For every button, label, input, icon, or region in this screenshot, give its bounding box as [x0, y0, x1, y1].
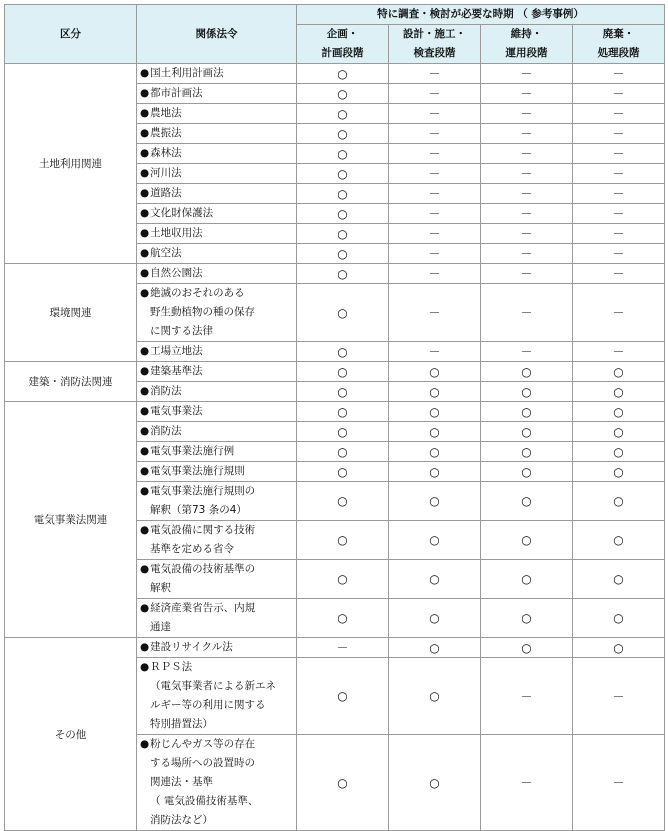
stage-mark-cell: ○ [481, 382, 573, 402]
stage-mark-cell: ○ [481, 362, 573, 382]
bullet-icon: ● [140, 167, 150, 179]
bullet-icon: ● [140, 563, 150, 575]
bullet-icon: ● [140, 127, 150, 139]
table-row [5, 64, 665, 84]
stage-mark-cell: ○ [481, 442, 573, 462]
bullet-icon: ● [140, 87, 150, 99]
stage-mark-cell: ○ [297, 521, 389, 560]
stage-mark-cell: － [389, 244, 481, 264]
law-cell [137, 224, 297, 244]
law-cell [137, 482, 297, 521]
bullet-icon: ● [140, 425, 150, 437]
bullet-icon: ● [140, 67, 150, 79]
law-cell [137, 264, 297, 284]
law-text: する場所への設置時の [150, 757, 255, 769]
law-cell [137, 638, 297, 658]
stage-mark-cell: － [573, 84, 665, 104]
law-text: 野生動植物の種の保存 [150, 306, 255, 318]
stage-mark-cell: － [389, 264, 481, 284]
stage-mark-cell: ○ [297, 204, 389, 224]
stage-mark-cell: － [573, 124, 665, 144]
stage-mark-cell: － [573, 164, 665, 184]
bullet-icon: ● [140, 445, 150, 457]
stage-mark-cell: － [573, 342, 665, 362]
page-container [4, 4, 665, 831]
law-text: 解釈（第73 条の4） [150, 504, 247, 516]
stage-mark-cell: ○ [389, 382, 481, 402]
stage-mark-cell: ○ [481, 521, 573, 560]
table-row [5, 264, 665, 284]
law-text: ルギー等の利用に関する [150, 699, 266, 711]
law-text: 解釈 [150, 582, 171, 594]
law-text: 経済産業省告示、内規 [150, 602, 256, 614]
header-category: 区分 [5, 5, 137, 64]
law-text: 農振法 [150, 127, 182, 139]
stage-mark-cell: － [389, 284, 481, 342]
law-text: 基準を定める省令 [150, 543, 234, 555]
law-text: 特別措置法） [150, 718, 213, 730]
stage-mark-cell: ○ [573, 442, 665, 462]
law-text: 自然公園法 [150, 267, 203, 279]
category-cell: 土地利用関連 [5, 64, 137, 264]
stage-mark-cell: － [481, 342, 573, 362]
stage-mark-cell: － [573, 735, 665, 831]
bullet-icon: ● [140, 524, 150, 536]
stage-mark-cell: ○ [297, 342, 389, 362]
law-cell [137, 284, 297, 342]
law-cell [137, 402, 297, 422]
stage-mark-cell: － [573, 264, 665, 284]
law-text: 国土利用計画法 [150, 67, 224, 79]
stage-mark-cell: ○ [297, 560, 389, 599]
law-cell [137, 560, 297, 599]
stage-mark-cell: － [389, 204, 481, 224]
category-cell: 建築・消防法関連 [5, 362, 137, 402]
stage-mark-cell: － [389, 184, 481, 204]
stage-mark-cell: ○ [389, 560, 481, 599]
stage-mark-cell: － [481, 184, 573, 204]
category-cell: 電気事業法関連 [5, 402, 137, 638]
law-cell [137, 599, 297, 638]
law-text: 河川法 [150, 167, 182, 179]
stage-mark-cell: ○ [481, 402, 573, 422]
stage-mark-cell: － [481, 264, 573, 284]
stage-mark-cell: － [573, 284, 665, 342]
stage-mark-cell: ○ [297, 442, 389, 462]
stage-mark-cell: － [573, 244, 665, 264]
bullet-icon: ● [140, 365, 150, 377]
law-text: に関する法律 [150, 325, 213, 337]
stage-mark-cell: － [389, 64, 481, 84]
law-text: 電気事業法施行規則の [150, 485, 256, 497]
bullet-icon: ● [140, 207, 150, 219]
stage-mark-cell: － [573, 144, 665, 164]
bullet-icon: ● [140, 465, 150, 477]
bullet-icon: ● [140, 405, 150, 417]
stage-mark-cell: － [481, 84, 573, 104]
stage-mark-cell: ○ [297, 64, 389, 84]
stage-mark-cell: － [481, 284, 573, 342]
stage-mark-cell: － [573, 64, 665, 84]
stage-mark-cell: － [481, 658, 573, 735]
stage-mark-cell: － [573, 224, 665, 244]
law-text: 建築基準法 [150, 365, 203, 377]
law-cell [137, 362, 297, 382]
law-text: 航空法 [150, 247, 182, 259]
law-cell [137, 735, 297, 831]
header-period-group: 特に調査・検討が必要な時期 （ 参考事例） [297, 5, 665, 25]
stage-mark-cell: － [481, 104, 573, 124]
stage-mark-cell: ○ [297, 362, 389, 382]
stage-mark-cell: ○ [573, 638, 665, 658]
header-stage-design: 設計・施工・ 検査段階 [389, 25, 481, 64]
stage-mark-cell: － [389, 224, 481, 244]
law-text: 絶滅のおそれのある [150, 287, 245, 299]
law-text: 農地法 [150, 107, 182, 119]
stage-mark-cell: ○ [573, 382, 665, 402]
bullet-icon: ● [140, 107, 150, 119]
stage-mark-cell: ○ [481, 560, 573, 599]
stage-mark-cell: － [573, 658, 665, 735]
bullet-icon: ● [140, 267, 150, 279]
table-row [5, 402, 665, 422]
law-text: 森林法 [150, 147, 182, 159]
law-cell [137, 164, 297, 184]
stage-mark-cell: ○ [389, 462, 481, 482]
stage-mark-cell: ○ [573, 362, 665, 382]
stage-mark-cell: ○ [389, 442, 481, 462]
stage-mark-cell: ○ [389, 402, 481, 422]
stage-mark-cell: ○ [389, 658, 481, 735]
law-cell [137, 124, 297, 144]
header-stage-planning: 企画・ 計画段階 [297, 25, 389, 64]
law-text: （電気事業者による新エネ [150, 680, 276, 692]
stage-mark-cell: － [389, 84, 481, 104]
table-header [5, 5, 665, 64]
stage-mark-cell: － [481, 164, 573, 184]
stage-mark-cell: ○ [297, 144, 389, 164]
law-text: 消防法など） [150, 814, 213, 826]
bullet-icon: ● [140, 738, 150, 750]
stage-mark-cell: ○ [573, 422, 665, 442]
law-text: 電気設備に関する技術 [150, 524, 256, 536]
law-cell [137, 84, 297, 104]
law-cell [137, 422, 297, 442]
law-text: 電気設備の技術基準の [150, 563, 256, 575]
law-text: 都市計画法 [150, 87, 203, 99]
stage-mark-cell: ○ [297, 658, 389, 735]
law-cell [137, 658, 297, 735]
stage-mark-cell: ○ [389, 735, 481, 831]
stage-mark-cell: － [481, 144, 573, 164]
bullet-icon: ● [140, 345, 150, 357]
stage-mark-cell: － [389, 164, 481, 184]
law-cell [137, 204, 297, 224]
stage-mark-cell: ○ [481, 422, 573, 442]
stage-mark-cell: ○ [297, 402, 389, 422]
stage-mark-cell: ○ [297, 284, 389, 342]
stage-mark-cell: － [297, 638, 389, 658]
law-text: ＲＰＳ法 [150, 661, 193, 673]
law-cell [137, 64, 297, 84]
stage-mark-cell: － [481, 204, 573, 224]
stage-mark-cell: ○ [389, 638, 481, 658]
stage-mark-cell: ○ [481, 462, 573, 482]
law-text: （ 電気設備技術基準、 [150, 795, 259, 807]
law-text: 建設リサイクル法 [150, 641, 233, 653]
stage-mark-cell: － [389, 144, 481, 164]
law-text: 消防法 [150, 425, 182, 437]
stage-mark-cell: ○ [297, 84, 389, 104]
law-text: 粉じんやガス等の存在 [150, 738, 256, 750]
header-laws: 関係法令 [137, 5, 297, 64]
law-cell [137, 144, 297, 164]
law-cell [137, 382, 297, 402]
stage-mark-cell: ○ [389, 362, 481, 382]
table-row [5, 638, 665, 658]
stage-mark-cell: ○ [573, 402, 665, 422]
stage-mark-cell: ○ [297, 735, 389, 831]
stage-mark-cell: ○ [297, 264, 389, 284]
stage-mark-cell: ○ [297, 382, 389, 402]
bullet-icon: ● [140, 385, 150, 397]
stage-mark-cell: ○ [573, 560, 665, 599]
stage-mark-cell: ○ [297, 184, 389, 204]
law-text: 文化財保護法 [150, 207, 214, 219]
stage-mark-cell: － [481, 244, 573, 264]
stage-mark-cell: ○ [297, 462, 389, 482]
stage-mark-cell: ○ [481, 599, 573, 638]
header-stage-disposal: 廃棄・ 処理段階 [573, 25, 665, 64]
stage-mark-cell: ○ [389, 422, 481, 442]
stage-mark-cell: － [573, 104, 665, 124]
law-text: 工場立地法 [150, 345, 203, 357]
law-text: 関連法・基準 [150, 776, 213, 788]
stage-mark-cell: － [481, 224, 573, 244]
law-cell [137, 521, 297, 560]
stage-mark-cell: ○ [297, 482, 389, 521]
stage-mark-cell: ○ [573, 521, 665, 560]
law-text: 道路法 [150, 187, 182, 199]
bullet-icon: ● [140, 485, 150, 497]
bullet-icon: ● [140, 287, 150, 299]
stage-mark-cell: ○ [297, 164, 389, 184]
law-text: 土地収用法 [150, 227, 203, 239]
stage-mark-cell: ○ [389, 482, 481, 521]
category-cell: その他 [5, 638, 137, 831]
stage-mark-cell: － [481, 124, 573, 144]
law-text: 消防法 [150, 385, 182, 397]
table-body [5, 64, 665, 831]
bullet-icon: ● [140, 661, 150, 673]
bullet-icon: ● [140, 227, 150, 239]
law-cell [137, 244, 297, 264]
law-cell [137, 184, 297, 204]
stage-mark-cell: ○ [297, 244, 389, 264]
stage-mark-cell: ○ [389, 599, 481, 638]
law-cell [137, 442, 297, 462]
bullet-icon: ● [140, 147, 150, 159]
stage-mark-cell: ○ [481, 482, 573, 521]
stage-mark-cell: － [481, 64, 573, 84]
law-text: 電気事業法施行規則 [150, 465, 245, 477]
bullet-icon: ● [140, 187, 150, 199]
stage-mark-cell: － [481, 735, 573, 831]
bullet-icon: ● [140, 641, 150, 653]
table-row [5, 362, 665, 382]
law-text: 電気事業法施行例 [150, 445, 235, 457]
stage-mark-cell: － [573, 204, 665, 224]
stage-mark-cell: － [389, 124, 481, 144]
stage-mark-cell: ○ [297, 422, 389, 442]
stage-mark-cell: ○ [573, 462, 665, 482]
bullet-icon: ● [140, 247, 150, 259]
stage-mark-cell: ○ [297, 124, 389, 144]
law-text: 通達 [150, 621, 171, 633]
stage-mark-cell: ○ [573, 599, 665, 638]
stage-mark-cell: － [389, 104, 481, 124]
law-cell [137, 462, 297, 482]
stage-mark-cell: ○ [389, 521, 481, 560]
law-text: 電気事業法 [150, 405, 203, 417]
law-timing-table [4, 4, 665, 831]
stage-mark-cell: ○ [573, 482, 665, 521]
law-cell [137, 342, 297, 362]
category-cell: 環境関連 [5, 264, 137, 362]
stage-mark-cell: － [389, 342, 481, 362]
stage-mark-cell: ○ [297, 224, 389, 244]
stage-mark-cell: ○ [297, 599, 389, 638]
bullet-icon: ● [140, 602, 150, 614]
stage-mark-cell: ○ [297, 104, 389, 124]
stage-mark-cell: ○ [481, 638, 573, 658]
header-stage-operation: 維持・ 運用段階 [481, 25, 573, 64]
law-cell [137, 104, 297, 124]
stage-mark-cell: － [573, 184, 665, 204]
